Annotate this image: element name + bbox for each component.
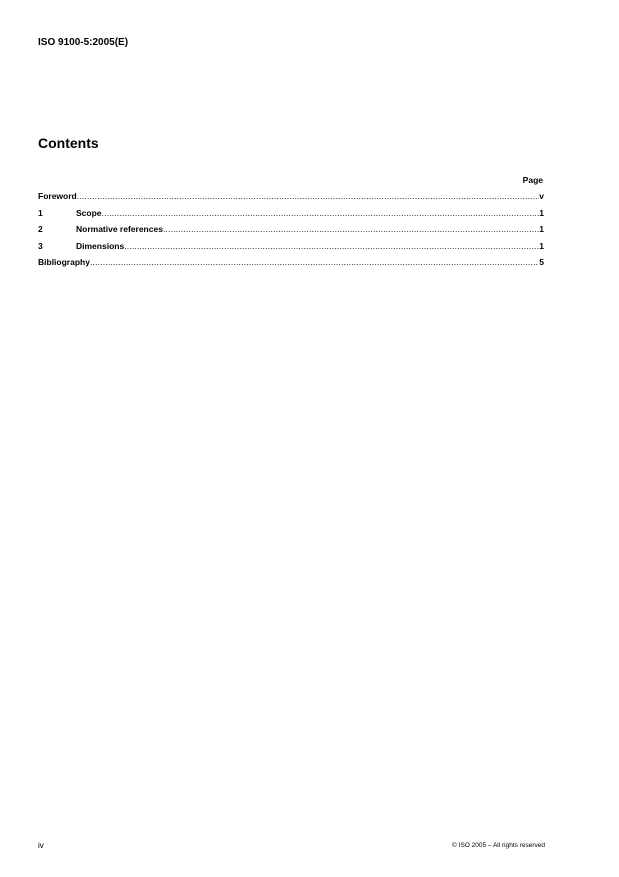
page-title: Contents xyxy=(38,135,99,151)
toc-entry-title: Bibliography xyxy=(38,257,90,268)
toc-entry-number: 2 xyxy=(38,224,43,235)
toc-leader-dots xyxy=(77,191,540,201)
toc-leader-dots xyxy=(90,257,539,267)
toc-entry-number: 3 xyxy=(38,240,43,251)
toc-entry-title: Dimensions xyxy=(76,240,125,251)
toc-entry-title: Normative references xyxy=(76,224,163,235)
footer-page-number: iv xyxy=(38,841,44,850)
toc-entry-page: 5 xyxy=(539,257,544,268)
toc-entry-foreword[interactable] xyxy=(38,191,544,208)
toc-leader-dots xyxy=(163,224,539,234)
toc-entry-title: Scope xyxy=(76,207,102,218)
table-of-contents xyxy=(38,191,544,274)
toc-entry-page: 1 xyxy=(539,207,544,218)
document-header-id: ISO 9100-5:2005(E) xyxy=(38,37,129,48)
toc-entry-dimensions[interactable] xyxy=(38,241,544,258)
toc-entry-number: 1 xyxy=(38,207,43,218)
page-column-label: Page xyxy=(522,175,543,185)
toc-entry-page: 1 xyxy=(539,240,544,251)
toc-entry-page: 1 xyxy=(539,224,544,235)
toc-entry-page: v xyxy=(539,191,544,201)
toc-leader-dots xyxy=(102,208,540,218)
toc-entry-scope[interactable] xyxy=(38,208,544,225)
toc-leader-dots xyxy=(124,241,539,251)
toc-entry-title: Foreword xyxy=(38,191,77,201)
toc-entry-bibliography[interactable] xyxy=(38,257,544,274)
toc-entry-normative-references[interactable] xyxy=(38,224,544,241)
footer-copyright: © ISO 2005 – All rights reserved xyxy=(452,842,545,849)
